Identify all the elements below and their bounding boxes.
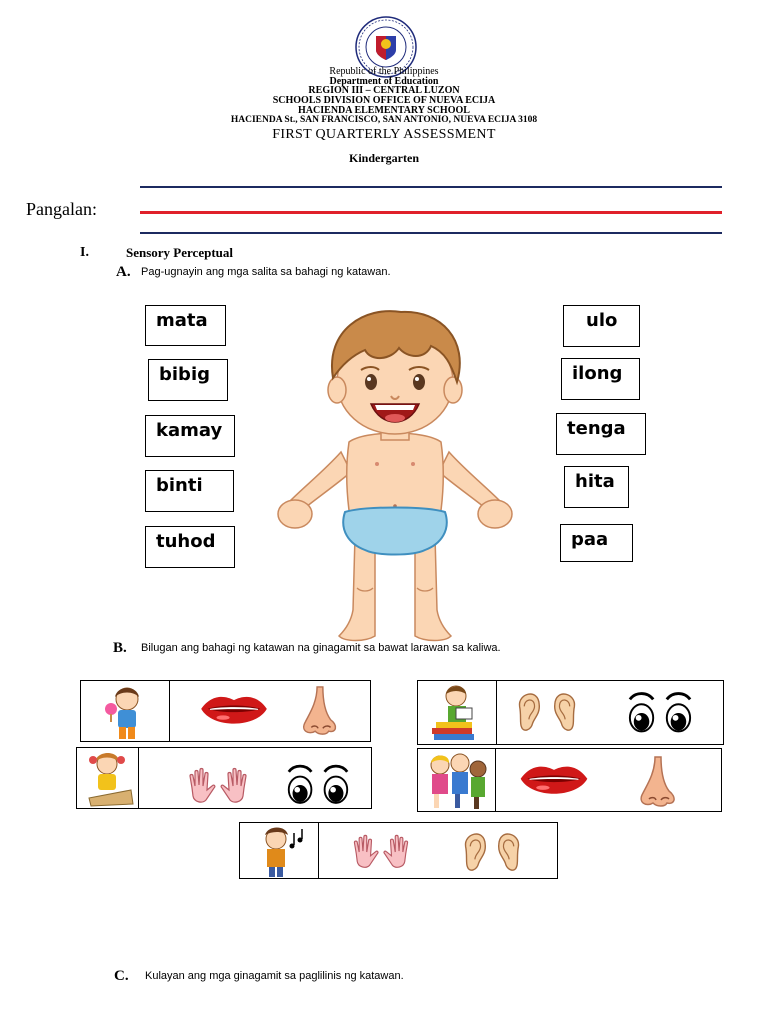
section-title: Sensory Perceptual: [126, 245, 233, 260]
part-a-instruction: Pag-ugnayin ang mga salita sa bahagi ng katawan.: [141, 266, 391, 278]
word-box-right[interactable]: tenga: [556, 413, 646, 455]
word-box-left[interactable]: kamay: [145, 415, 235, 457]
boy-body-illustration: [275, 300, 515, 645]
ear-icon[interactable]: [460, 827, 488, 875]
picture-row-reading: [417, 680, 724, 745]
part-b-label: B.: [113, 640, 127, 656]
picture-row-listening: [239, 822, 558, 879]
name-line-bottom: [140, 232, 722, 234]
word-box-left[interactable]: tuhod: [145, 526, 235, 568]
name-label: Pangalan:: [26, 199, 97, 219]
part-b-instruction: Bilugan ang bahagi ng katawan na ginagamit sa bawat larawan sa kaliwa.: [141, 642, 501, 654]
republic-line: Republic of the Philippines: [329, 66, 439, 77]
child-listening-picture: [250, 825, 310, 877]
nose-icon[interactable]: [299, 685, 339, 737]
word-box-left[interactable]: binti: [145, 470, 234, 512]
child-touching-picture: [83, 750, 137, 808]
division-line: SCHOOLS DIVISION OFFICE OF NUEVA ECIJA: [272, 95, 496, 106]
assessment-title: FIRST QUARTERLY ASSESSMENT: [272, 127, 496, 142]
ear-icon[interactable]: [514, 687, 542, 735]
picture-row-touching: [76, 747, 372, 809]
word-box-right[interactable]: ulo: [563, 305, 640, 347]
part-c-label: C.: [114, 968, 129, 984]
section-number: I.: [80, 245, 89, 260]
part-a-label: A.: [116, 264, 131, 280]
nose-icon[interactable]: [636, 755, 678, 809]
eyes-icon[interactable]: [285, 764, 351, 806]
department-line: Department of Education: [329, 76, 439, 87]
grade-label: Kindergarten: [349, 151, 419, 165]
child-eating-picture: [97, 683, 155, 741]
lips-icon[interactable]: [199, 691, 269, 731]
children-smelling-picture: [424, 751, 490, 811]
hands-icon[interactable]: [350, 833, 412, 871]
child-reading-picture: [426, 684, 490, 742]
word-box-right[interactable]: hita: [564, 466, 629, 508]
name-line-red[interactable]: [140, 211, 722, 214]
region-line: REGION III – CENTRAL LUZON: [308, 85, 460, 96]
hands-icon[interactable]: [185, 766, 251, 806]
name-line-top: [140, 186, 722, 188]
part-c-instruction: Kulayan ang mga ginagamit sa paglilinis ng katawan.: [145, 970, 404, 982]
ear-icon[interactable]: [552, 687, 580, 735]
address-line: HACIENDA St., SAN FRANCISCO, SAN ANTONIO, NUEVA ECIJA 3108: [230, 115, 538, 125]
word-box-right[interactable]: paa: [560, 524, 633, 562]
picture-row-smelling: [417, 748, 722, 812]
school-line: HACIENDA ELEMENTARY SCHOOL: [298, 105, 470, 116]
word-box-left[interactable]: bibig: [148, 359, 228, 401]
ear-icon[interactable]: [496, 827, 524, 875]
word-box-right[interactable]: ilong: [561, 358, 640, 400]
picture-row-eating: [80, 680, 371, 742]
eyes-icon[interactable]: [626, 691, 694, 735]
word-box-left[interactable]: mata: [145, 305, 226, 346]
lips-icon[interactable]: [518, 761, 590, 801]
